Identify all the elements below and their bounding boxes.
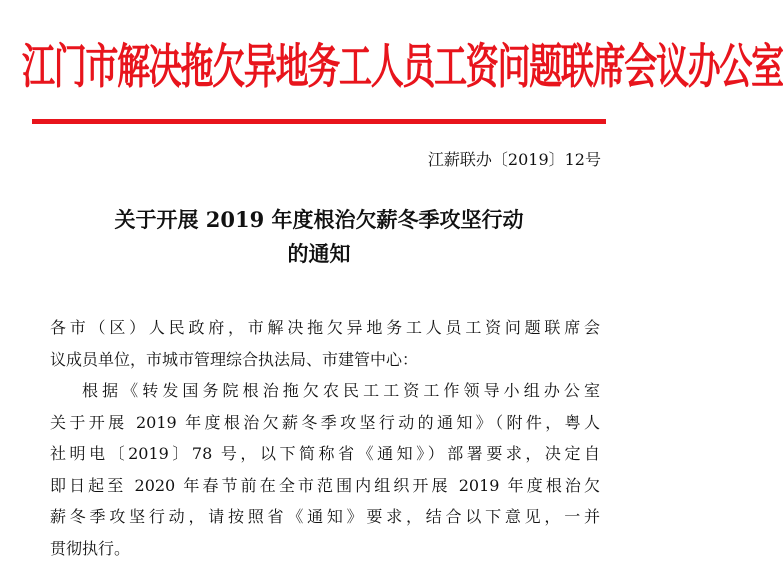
document-number: 江薪联办〔2019〕12号 xyxy=(427,150,601,169)
body-line-3: 根据《转发国务院根治拖欠农民工工资工作领导小组办公室 xyxy=(82,381,600,400)
red-divider-rule xyxy=(32,119,606,124)
body-line-7: 薪冬季攻坚行动，请按照省《通知》要求，结合以下意见，一并 xyxy=(50,507,600,526)
office-header-title: 江门市解决拖欠异地务工人员工资问题联席会议办公室 xyxy=(22,38,783,95)
body-line-2: 议成员单位，市城市管理综合执法局、市建管中心： xyxy=(50,350,419,369)
document-title-line-1: 关于开展 2019 年度根治欠薪冬季攻坚行动 xyxy=(114,207,524,232)
body-line-5: 社明电〔2019〕78 号，以下简称省《通知》）部署要求，决定自 xyxy=(50,444,600,463)
body-line-8: 贯彻执行。 xyxy=(50,539,131,558)
body-line-4: 关于开展 2019 年度根治欠薪冬季攻坚行动的通知》（附件，粤人 xyxy=(50,413,600,432)
body-line-1: 各市（区）人民政府，市解决拖欠异地务工人员工资问题联席会 xyxy=(50,318,600,337)
body-line-6: 即日起至 2020 年春节前在全市范围内组织开展 2019 年度根治欠 xyxy=(50,476,600,495)
document-title-line-2: 的通知 xyxy=(287,241,351,266)
